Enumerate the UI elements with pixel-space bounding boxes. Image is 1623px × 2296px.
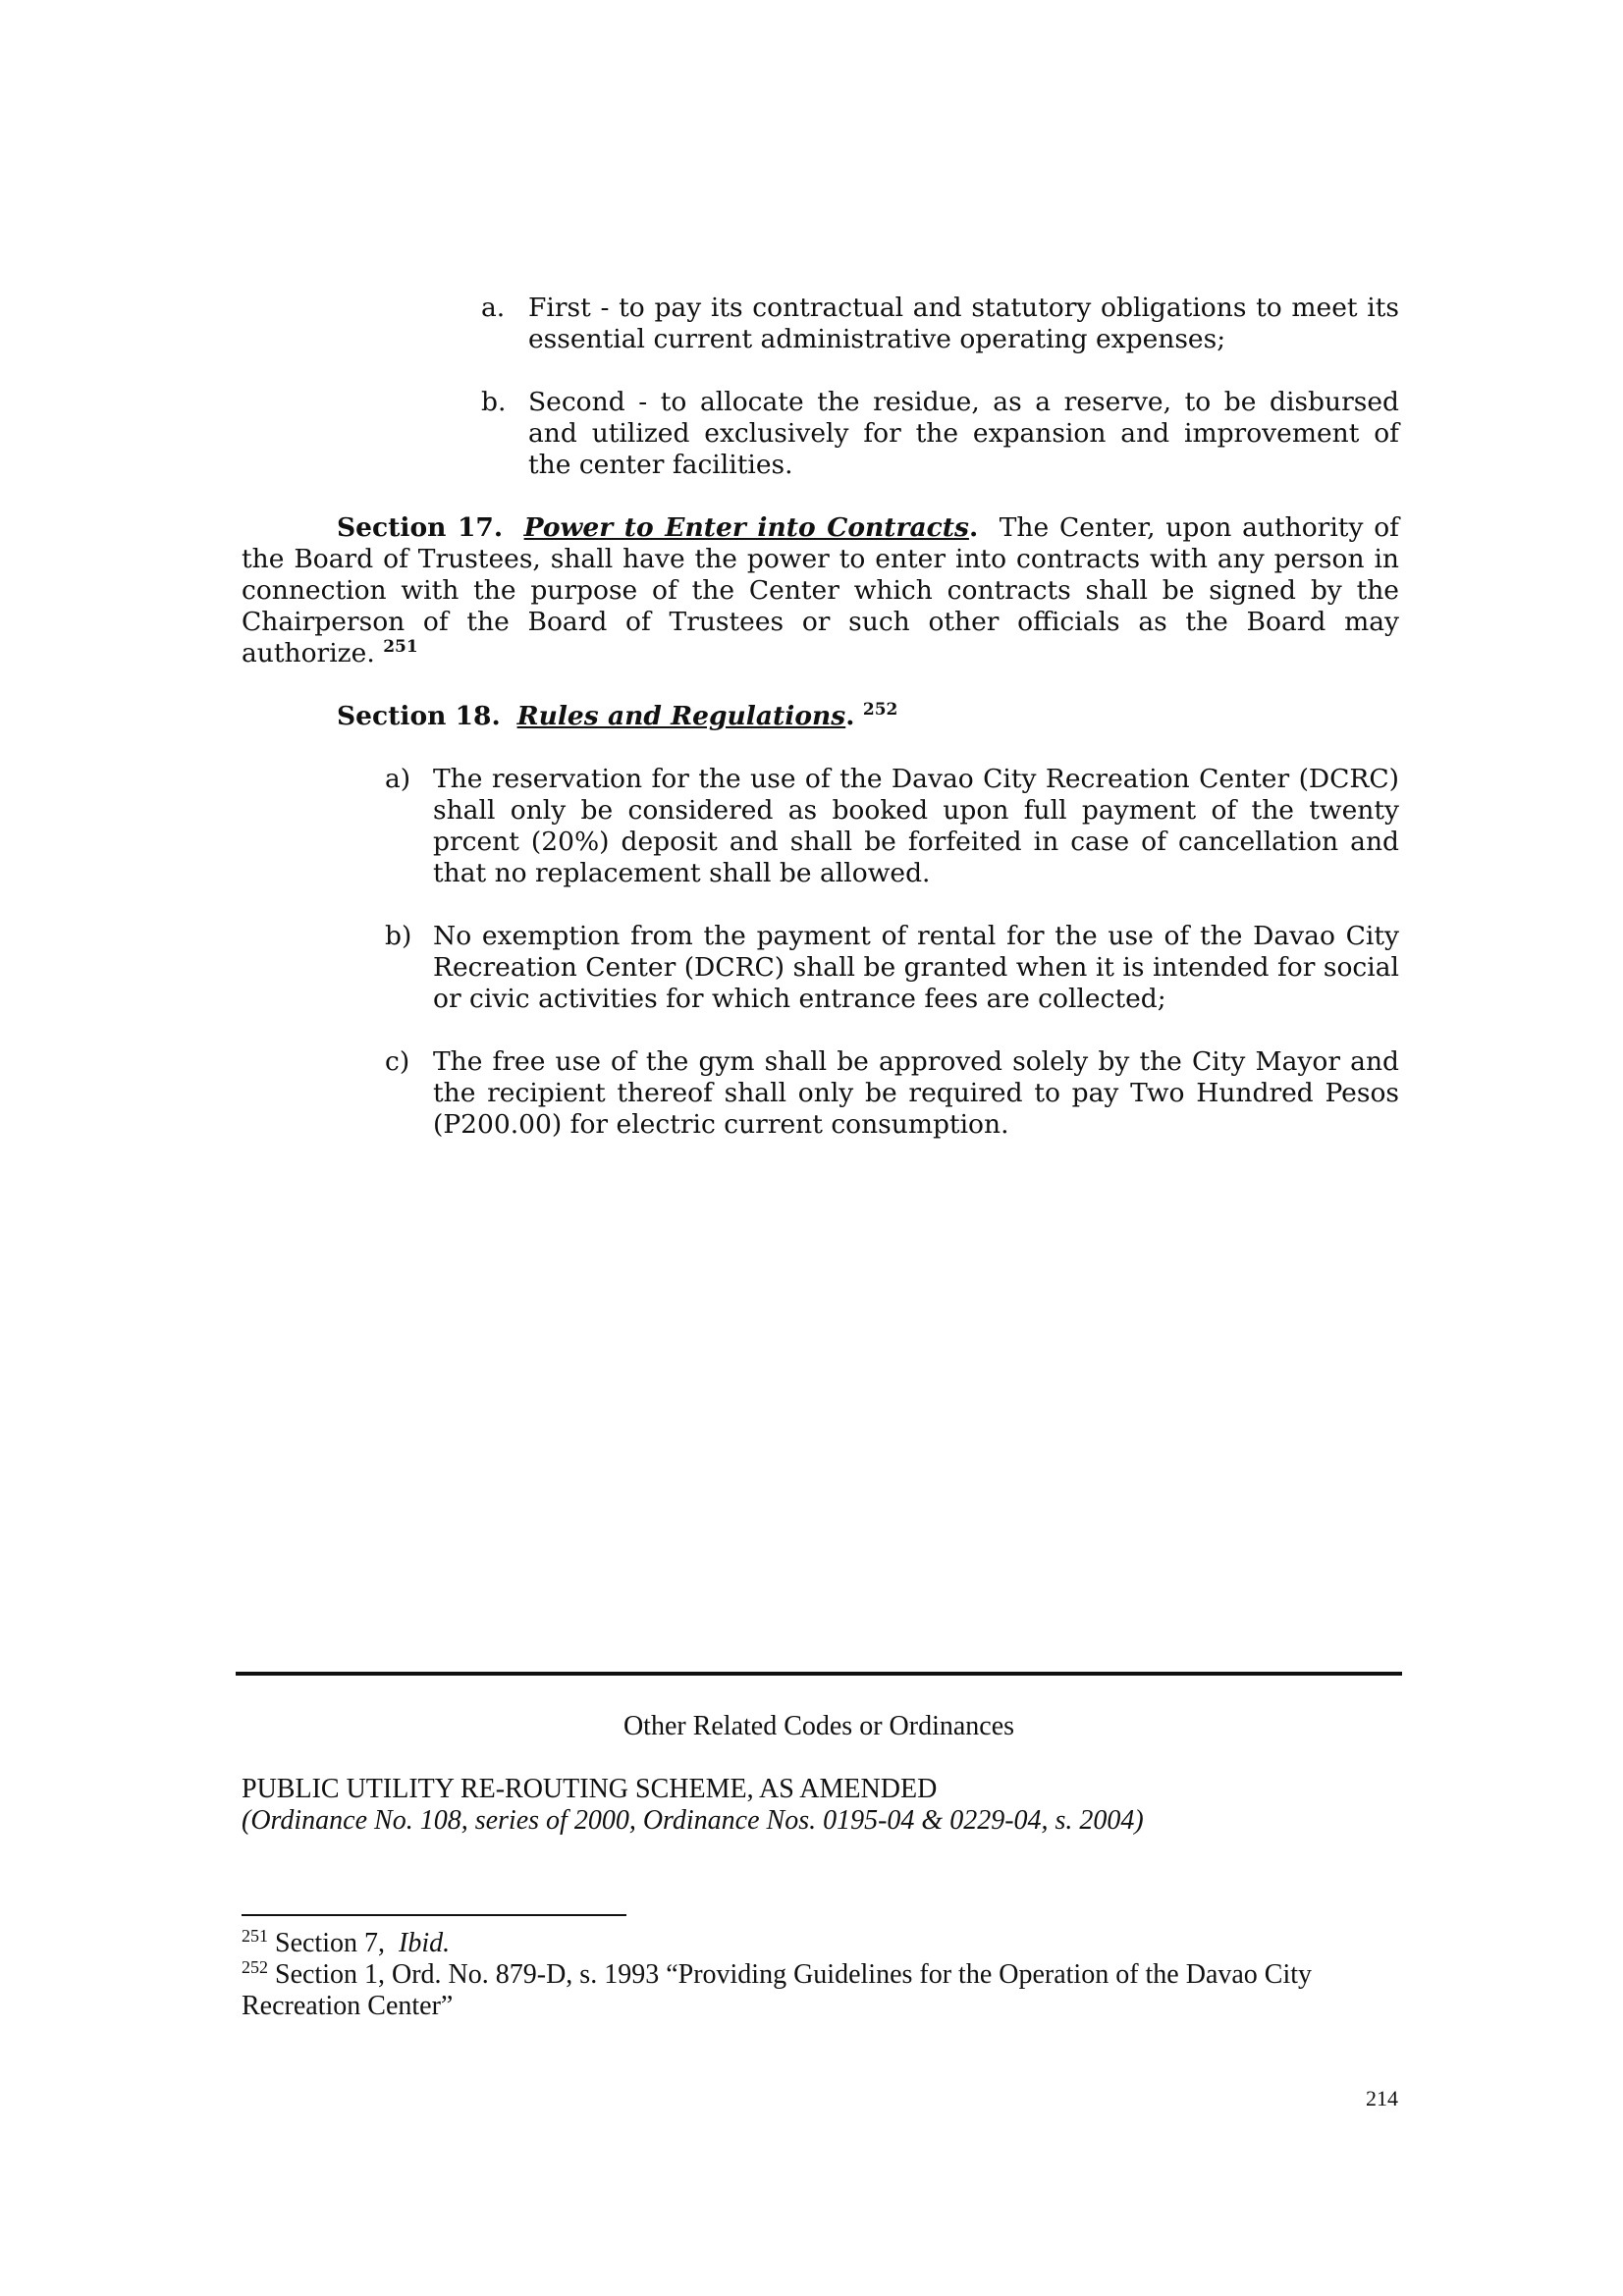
- list-item-text: No exemption from the payment of rental for the use of the Davao City Recreation Center (DCRC) shall be granted when it is intended for social or civic activities for which entrance fees are collected;: [433, 921, 1399, 1014]
- list-marker: c): [385, 1046, 410, 1077]
- list-marker: b): [385, 921, 412, 951]
- list-item-text: The free use of the gym shall be approved solely by the City Mayor and the recipient thereof shall only be required to pay Two Hundred Pesos (P200.00) for electric current consumption.: [433, 1046, 1399, 1140]
- section-17-paragraph: [242, 512, 1399, 669]
- rule-item-a: [385, 764, 1399, 889]
- list-item-text: First - to pay its contractual and statutory obligations to meet its essential current administrative operating expenses;: [528, 293, 1399, 354]
- footnote-text-italic: Ibid.: [399, 1928, 451, 1958]
- footnote-ref-252[interactable]: 252: [862, 700, 898, 720]
- related-ordinance-title[interactable]: PUBLIC UTILITY RE-ROUTING SCHEME, AS AMENDED: [242, 1774, 938, 1804]
- footnote-text: Section 1, Ord. No. 879-D, s. 1993 “Providing Guidelines for the Operation of the Davao City Recreation Center”: [242, 1959, 1313, 2021]
- list-item-text: The reservation for the use of the Davao City Recreation Center (DCRC) shall only be considered as booked upon full payment of the twenty prcent (20%) deposit and shall be forfeited in case of cancellation and that no replacement shall be allowed.: [433, 764, 1399, 888]
- list-marker: a): [385, 764, 411, 794]
- footnote-251: [242, 1928, 1400, 1959]
- section-17-title-period: .: [968, 512, 979, 543]
- list-item-a: [481, 293, 1399, 355]
- section-18-title-period: .: [845, 701, 855, 731]
- section-18-title: Rules and Regulations: [516, 701, 846, 731]
- rule-item-b: [385, 921, 1399, 1015]
- section-17-body: The Center, upon authority of the Board of Trustees, shall have the power to enter into contracts with any person in connection with the purpose of the Center which contracts shall be signed by the Chairperson of the Board of Trustees or such other officials as the Board may authorize.: [242, 512, 1399, 668]
- section-17-title: Power to Enter into Contracts: [523, 512, 969, 543]
- footnote-252: [242, 1959, 1371, 2022]
- related-codes-heading: Other Related Codes or Ordinances: [622, 1711, 1015, 1741]
- rule-item-c: [385, 1046, 1399, 1141]
- list-marker: b.: [481, 387, 507, 417]
- footnote-number: 252: [242, 1957, 268, 1977]
- section-18-heading: Section 18.: [337, 701, 501, 731]
- footnote-separator: [242, 1914, 626, 1916]
- page-number: 214: [1366, 2086, 1398, 2110]
- footnote-number: 251: [242, 1926, 268, 1946]
- section-17-heading: Section 17.: [337, 512, 504, 543]
- related-ordinance-subtitle: (Ordinance No. 108, series of 2000, Ordinance Nos. 0195-04 & 0229-04, s. 2004): [242, 1805, 1144, 1836]
- footnote-ref-251[interactable]: 251: [383, 637, 418, 657]
- list-item-b: [481, 387, 1399, 481]
- list-marker: a.: [481, 293, 506, 323]
- section-18-heading-line: [337, 701, 1399, 732]
- list-item-text: Second - to allocate the residue, as a reserve, to be disbursed and utilized exclusively for the expansion and improvement of the center facilities.: [528, 387, 1399, 480]
- footnote-text: Section 7,: [275, 1928, 399, 1958]
- section-divider: [236, 1672, 1402, 1676]
